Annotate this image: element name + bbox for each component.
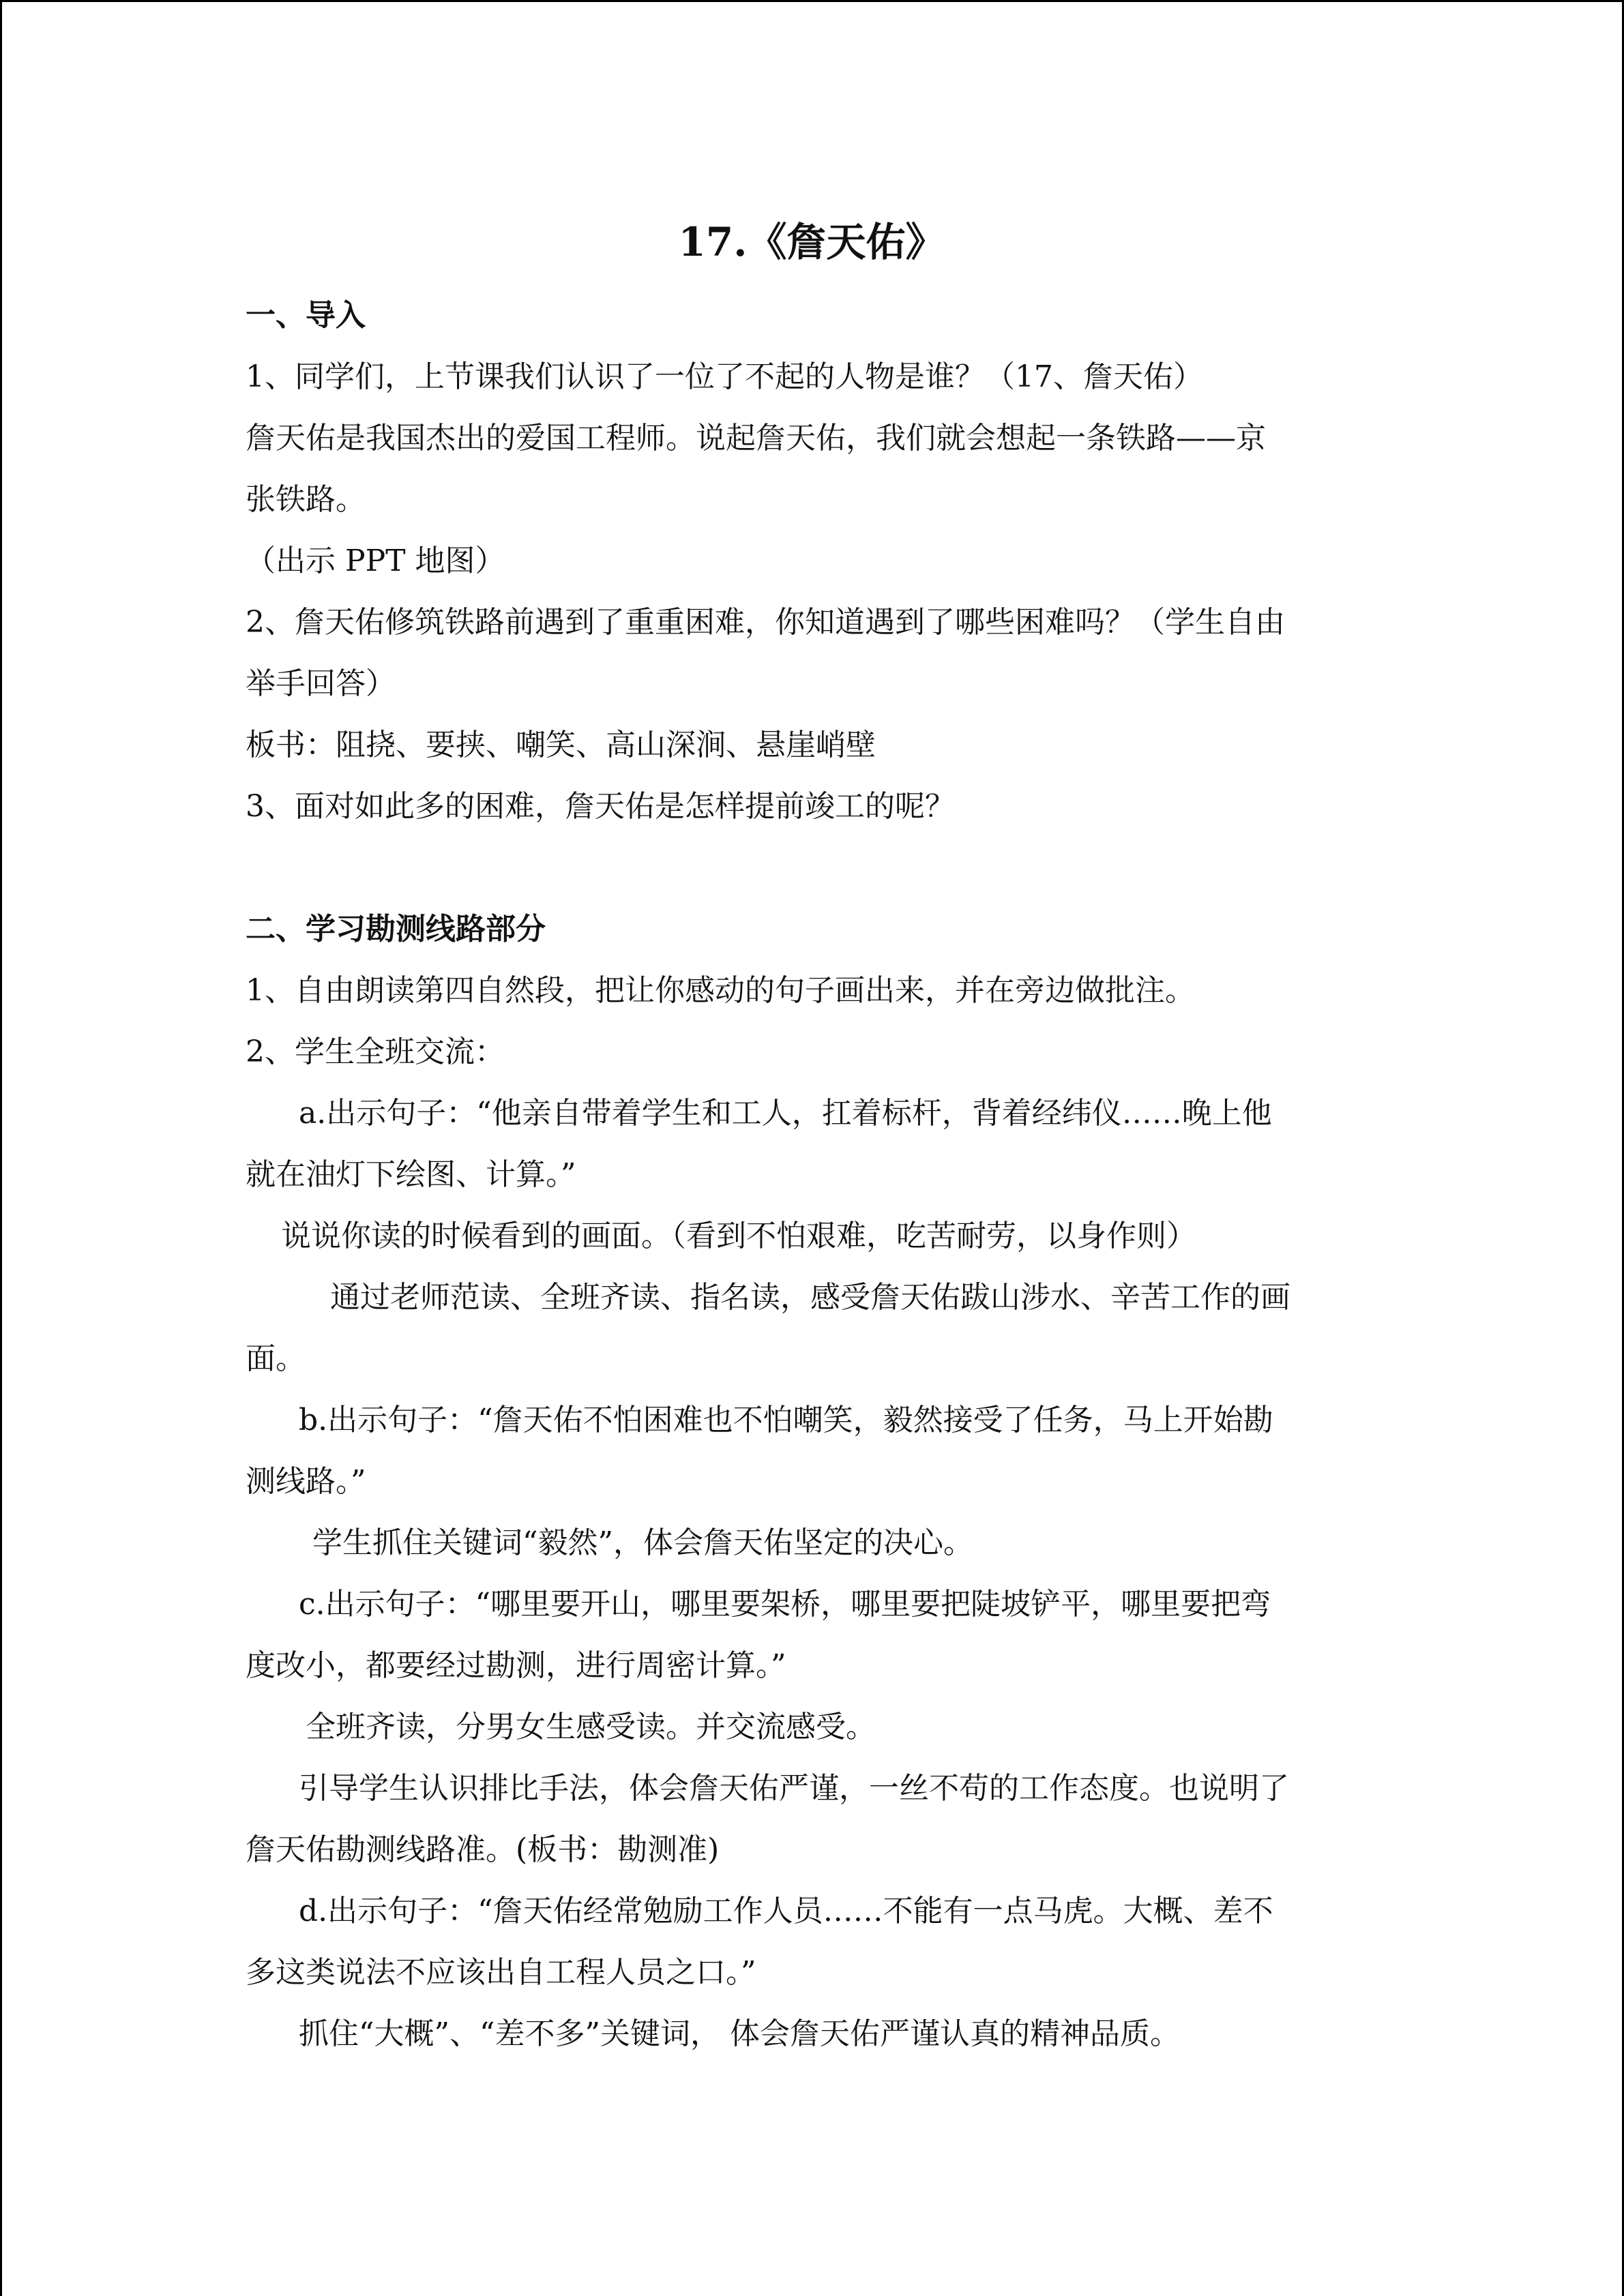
paragraph-line: 举手回答） bbox=[246, 666, 396, 701]
paragraph-line: 测线路。” bbox=[246, 1464, 366, 1499]
paragraph-line: b.出示句子：“詹天佑不怕困难也不怕嘲笑，毅然接受了任务，马上开始勘 bbox=[299, 1403, 1273, 1437]
paragraph-line: 抓住“大概”、“差不多”关键词， 体会詹天佑严谨认真的精神品质。 bbox=[299, 2016, 1180, 2051]
paragraph-line: a.出示句子：“他亲自带着学生和工人，扛着标杆，背着经纬仪……晚上他 bbox=[299, 1096, 1272, 1131]
paragraph-line: 1、自由朗读第四自然段，把让你感动的句子画出来，并在旁边做批注。 bbox=[246, 973, 1195, 1008]
paragraph-line: 说说你读的时候看到的画面。（看到不怕艰难，吃苦耐劳，以身作则） bbox=[281, 1219, 1196, 1253]
paragraph-line: 1、同学们，上节课我们认识了一位了不起的人物是谁？（17、詹天佑） bbox=[246, 359, 1203, 394]
paragraph-line: 度改小，都要经过勘测，进行周密计算。” bbox=[246, 1648, 786, 1683]
document-title: 17.《詹天佑》 bbox=[678, 219, 945, 265]
section-heading-survey: 二、学习勘测线路部分 bbox=[246, 912, 546, 946]
paragraph-line: 全班齐读，分男女生感受读。并交流感受。 bbox=[306, 1710, 876, 1744]
paragraph-line: 面。 bbox=[246, 1341, 306, 1376]
paragraph-line: 詹天佑勘测线路准。(板书：勘测准) bbox=[246, 1832, 720, 1867]
paragraph-line: 詹天佑是我国杰出的爱国工程师。说起詹天佑，我们就会想起一条铁路——京 bbox=[246, 421, 1266, 456]
paragraph-line: 2、学生全班交流： bbox=[246, 1034, 505, 1069]
paragraph-line: 张铁路。 bbox=[246, 482, 366, 517]
paragraph-line: 学生抓住关键词“毅然”，体会詹天佑坚定的决心。 bbox=[312, 1525, 973, 1560]
paragraph-line: c.出示句子：“哪里要开山，哪里要架桥，哪里要把陡坡铲平，哪里要把弯 bbox=[299, 1587, 1271, 1622]
paragraph-line: 引导学生认识排比手法，体会詹天佑严谨，一丝不苟的工作态度。也说明了 bbox=[299, 1771, 1289, 1806]
paragraph-line: 多这类说法不应该出自工程人员之口。” bbox=[246, 1955, 756, 1990]
paragraph-line: 3、面对如此多的困难，詹天佑是怎样提前竣工的呢？ bbox=[246, 789, 955, 824]
section-heading-intro: 一、导入 bbox=[246, 298, 366, 333]
section-spacer bbox=[246, 837, 1378, 899]
paragraph-line: 通过老师范读、全班齐读、指名读，感受詹天佑跋山涉水、辛苦工作的画 bbox=[330, 1280, 1290, 1315]
paragraph-line: 2、詹天佑修筑铁路前遇到了重重困难，你知道遇到了哪些困难吗？（学生自由 bbox=[246, 605, 1285, 640]
paragraph-line: d.出示句子：“詹天佑经常勉励工作人员……不能有一点马虎。大概、差不 bbox=[299, 1894, 1273, 1928]
paragraph-line: 就在油灯下绘图、计算。” bbox=[246, 1157, 576, 1192]
paragraph-line: 板书：阻挠、要挟、嘲笑、高山深涧、悬崖峭壁 bbox=[246, 728, 876, 762]
paragraph-line: （出示 PPT 地图） bbox=[246, 543, 505, 578]
document-body bbox=[246, 205, 1378, 2065]
